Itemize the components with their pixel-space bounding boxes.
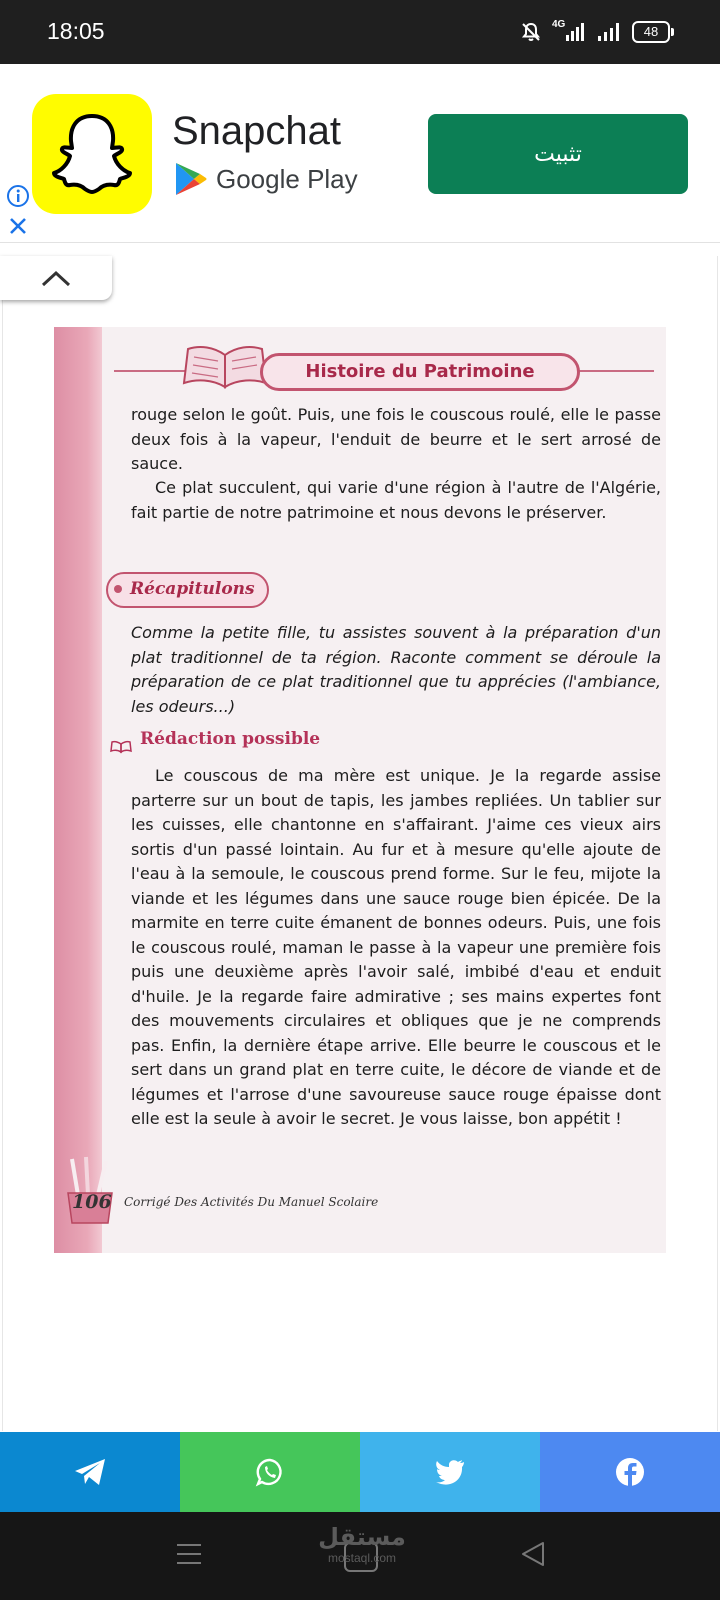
status-icons xyxy=(520,19,670,45)
share-twitter-button[interactable] xyxy=(360,1432,540,1512)
redaction-title: Rédaction possible xyxy=(140,729,321,749)
ad-banner[interactable] xyxy=(0,64,720,243)
small-book-icon xyxy=(110,740,132,754)
scanned-page-image[interactable] xyxy=(54,327,666,1253)
signal-icon xyxy=(552,21,586,43)
open-book-icon xyxy=(180,339,270,395)
watermark-arabic: مستقل xyxy=(318,1523,406,1551)
share-whatsapp-button[interactable] xyxy=(180,1432,360,1512)
status-bar xyxy=(0,0,720,64)
page-footer: Corrigé Des Activités Du Manuel Scolaire xyxy=(124,1195,379,1209)
google-play-icon xyxy=(174,161,208,197)
facebook-icon xyxy=(615,1457,645,1487)
back-triangle-icon[interactable] xyxy=(520,1540,546,1568)
wifi-signal-icon xyxy=(596,21,622,43)
mostaql-watermark xyxy=(314,1522,410,1564)
clock: 18:05 xyxy=(47,18,105,44)
recap-text: Comme la petite fille, tu assistes souvent à la préparation d'un plat traditionnel de ta région. Raconte comment se déroule la préparation de ce plat traditionnel que tu apprécies (l'ambiance, les odeurs...) xyxy=(131,623,661,716)
store-name: Google Play xyxy=(216,163,358,194)
snapchat-ghost-icon xyxy=(48,108,136,196)
battery-icon: 48 xyxy=(632,21,670,43)
telegram-icon xyxy=(73,1457,107,1487)
ad-close-icon[interactable] xyxy=(8,216,28,236)
share-facebook-button[interactable] xyxy=(540,1432,720,1512)
share-bar xyxy=(0,1432,720,1512)
ad-info-icon[interactable] xyxy=(6,184,30,208)
bell-off-icon xyxy=(520,21,542,43)
recap-label-text: Récapitulons xyxy=(130,579,255,599)
install-button[interactable]: تثبيت xyxy=(428,114,688,194)
share-telegram-button[interactable] xyxy=(0,1432,180,1512)
pencil-cup-icon xyxy=(60,1155,120,1225)
paragraph-2: Ce plat succulent, qui varie d'une région à l'autre de l'Algérie, fait partie de notre patrimoine et nous devons le préserver. xyxy=(131,478,661,522)
recap-bullet-icon xyxy=(114,585,122,593)
network-type: 4G xyxy=(552,19,566,30)
snapchat-app-icon[interactable] xyxy=(32,94,152,214)
page-side-stripe xyxy=(54,327,102,1253)
section-header: Histoire du Patrimoine xyxy=(260,353,580,391)
redaction-text: Le couscous de ma mère est unique. Je la regarde assise parterre sur un bout de tapis, les jambes repliées. Un tablier sur les cuisses, elle chantonne en s'affairant. J'aime ces vieux airs sortis d'un passé lointain. Au fur et à mesure qu'elle ajoute de l'eau à la semoule, le couscous prend forme. Sur le feu, mijote la viande et les légumes dans une sauce rouge bien épicée. De la marmite en terre cuite émanent de bonnes odeurs. Puis, une fois le couscous roulé, maman le passe à la vapeur une première fois puis une deuxième après l'avoir salé, imbibé d'eau et enduit d'huile. Je la regarde faire admirative ; ses mains expertes font des mouvements circulaires et obliques que je ne comprends pas. Enfin, la dernière étape arrive. Elle beurre le couscous et le sert dans un grand plat en terre cuite, le décore de viande et de légumes et l'arrose d'une savoureuse sauce rouge épaisse dont elle est la seule à avoir le secret. Je vous laisse, bon appétit ! xyxy=(131,766,661,1128)
twitter-icon xyxy=(435,1459,465,1485)
navigation-bar xyxy=(0,1512,720,1600)
ad-app-name[interactable]: Snapchat xyxy=(172,109,342,153)
store-badge xyxy=(174,161,358,197)
watermark-latin: mostaql.com xyxy=(327,1551,397,1565)
chevron-up-icon xyxy=(40,268,72,288)
page-number: 106 xyxy=(72,1191,112,1213)
whatsapp-icon xyxy=(255,1457,285,1487)
collapse-ad-tab[interactable] xyxy=(0,256,112,300)
recent-apps-menu-icon[interactable] xyxy=(176,1542,202,1566)
recap-label xyxy=(106,572,269,608)
paragraph-1: rouge selon le goût. Puis, une fois le couscous roulé, elle le passe deux fois à la vapeur, l'enduit de beurre et le sert arrosé de sauce. xyxy=(131,405,661,473)
